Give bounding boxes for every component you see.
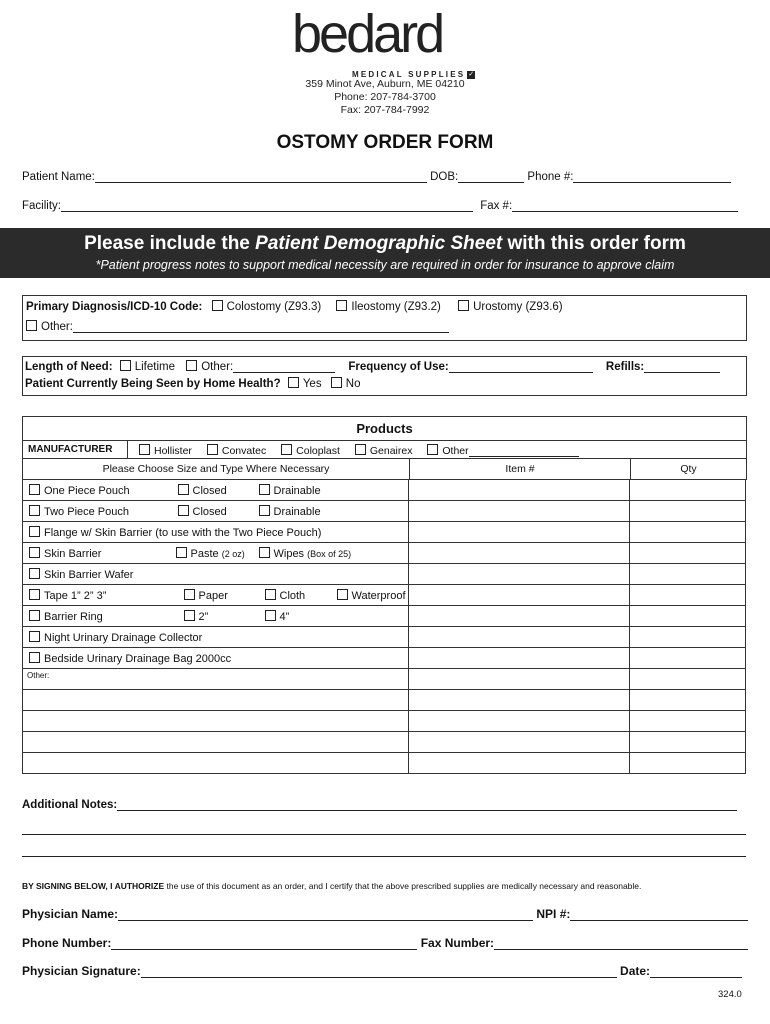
frequency-field[interactable]: [449, 360, 593, 373]
banner-note: *Patient progress notes to support medical necessity are required in order for insurance to approve claim: [95, 258, 675, 272]
convatec-checkbox[interactable]: [207, 444, 218, 455]
paper-checkbox[interactable]: [184, 589, 195, 600]
wafer-label: Skin Barrier Wafer: [44, 568, 134, 581]
barrier-ring-checkbox[interactable]: [29, 610, 40, 621]
ring-4-label: 4”: [279, 610, 290, 623]
item-cell[interactable]: [408, 480, 629, 501]
products-table: [22, 479, 746, 774]
mfr-other: Other: [442, 445, 469, 457]
npi-label: NPI #:: [536, 907, 571, 921]
skin-barrier-label: Skin Barrier: [44, 547, 102, 560]
barrier-ring-label: Barrier Ring: [44, 610, 103, 623]
one-piece-closed-checkbox[interactable]: [178, 484, 189, 495]
mfr-coloplast: Coloplast: [296, 445, 340, 457]
table-row: [23, 669, 746, 690]
table-row: [23, 732, 746, 753]
physician-name-field[interactable]: [118, 908, 533, 921]
physician-name-label: Physician Name:: [22, 907, 119, 921]
closed-label: Closed: [192, 484, 227, 497]
form-version: 324.0: [718, 989, 742, 1000]
banner-suffix: with this order form: [502, 233, 686, 254]
table-row: [23, 648, 746, 669]
other-product-cell[interactable]: [23, 711, 409, 732]
date-label: Date:: [620, 964, 651, 978]
phone-number-label: Phone Number:: [22, 936, 112, 950]
bedside-bag-checkbox[interactable]: [29, 652, 40, 663]
qty-cell[interactable]: [630, 480, 746, 501]
diagnosis-box: [22, 295, 747, 341]
diagnosis-other-field[interactable]: [73, 320, 449, 333]
col-qty-header: Qty: [680, 463, 697, 475]
other-product-cell[interactable]: [23, 732, 409, 753]
table-row: [23, 522, 746, 543]
urostomy-checkbox[interactable]: [458, 300, 469, 311]
frequency-label: Frequency of Use:: [348, 361, 449, 373]
genairex-checkbox[interactable]: [355, 444, 366, 455]
bedard-logo: [292, 4, 482, 79]
fax-field[interactable]: [512, 199, 738, 212]
authorization-text: [22, 881, 641, 891]
item-cell[interactable]: [408, 501, 629, 522]
tape-label: Tape 1” 2” 3”: [44, 589, 107, 602]
item-cell[interactable]: [408, 753, 629, 774]
item-cell[interactable]: [408, 564, 629, 585]
flange-checkbox[interactable]: [29, 526, 40, 537]
table-row: [23, 753, 746, 774]
lifetime-checkbox[interactable]: [120, 360, 131, 371]
col-choose-header: Please Choose Size and Type Where Necessary: [102, 463, 330, 475]
qty-cell[interactable]: [630, 501, 746, 522]
qty-cell[interactable]: [630, 585, 746, 606]
paste-checkbox[interactable]: [176, 547, 187, 558]
item-cell[interactable]: [408, 669, 629, 690]
notes-field-1[interactable]: [117, 798, 737, 811]
qty-cell[interactable]: [630, 648, 746, 669]
npi-field[interactable]: [570, 908, 748, 921]
item-cell[interactable]: [408, 690, 629, 711]
one-piece-label: One Piece Pouch: [44, 484, 130, 497]
table-row: [23, 543, 746, 564]
qty-cell[interactable]: [630, 606, 746, 627]
table-row: [23, 606, 746, 627]
address-fax: Fax: 207-784-7992: [340, 104, 430, 116]
physician-signature-label: Physician Signature:: [22, 964, 141, 978]
flange-label: Flange w/ Skin Barrier (to use with the Two Piece Pouch): [44, 526, 322, 539]
night-collector-label: Night Urinary Drainage Collector: [44, 631, 203, 644]
dob-label: DOB:: [430, 171, 459, 183]
night-collector-checkbox[interactable]: [29, 631, 40, 642]
phone-field[interactable]: [573, 170, 731, 183]
urostomy-option: Urostomy (Z93.6): [473, 301, 563, 313]
length-of-need-label: Length of Need:: [25, 361, 113, 373]
qty-cell[interactable]: [630, 669, 746, 690]
qty-cell[interactable]: [630, 564, 746, 585]
cloth-label: Cloth: [279, 589, 306, 602]
qty-cell[interactable]: [630, 753, 746, 774]
table-row: [23, 711, 746, 732]
waterproof-label: Waterproof: [351, 589, 406, 602]
qty-cell[interactable]: [630, 522, 746, 543]
wipes-size: (Box of 25): [307, 548, 352, 559]
one-piece-drainable-checkbox[interactable]: [259, 484, 270, 495]
table-row: [23, 690, 746, 711]
home-health-yes-checkbox[interactable]: [288, 377, 299, 388]
manufacturer-label: MANUFACTURER: [23, 440, 128, 458]
other-products-label: Other:: [27, 671, 50, 680]
colostomy-option: Colostomy (Z93.3): [226, 301, 322, 313]
qty-cell[interactable]: [630, 711, 746, 732]
item-cell[interactable]: [408, 627, 629, 648]
item-cell[interactable]: [408, 585, 629, 606]
paste-size: (2 oz): [221, 548, 245, 559]
other-product-cell[interactable]: [23, 753, 409, 774]
table-row: [23, 501, 746, 522]
mfr-convatec: Convatec: [221, 445, 267, 457]
check-icon: ✓: [468, 70, 475, 78]
ileostomy-checkbox[interactable]: [336, 300, 347, 311]
item-cell[interactable]: [408, 522, 629, 543]
refills-field[interactable]: [644, 360, 720, 373]
mfr-hollister: Hollister: [154, 445, 192, 457]
wipes-label: Wipes: [273, 547, 305, 560]
patient-name-field[interactable]: [95, 170, 427, 183]
wipes-checkbox[interactable]: [259, 547, 270, 558]
wafer-checkbox[interactable]: [29, 568, 40, 579]
ring-4-checkbox[interactable]: [265, 610, 276, 621]
logo-wordmark: bedard: [292, 4, 443, 64]
facility-label: Facility:: [22, 200, 61, 212]
banner-prefix: Please include the: [84, 233, 256, 254]
ileostomy-option: Ileostomy (Z93.2): [351, 301, 441, 313]
drainable-label: Drainable: [273, 505, 321, 518]
signature-field[interactable]: [141, 965, 617, 978]
item-cell[interactable]: [408, 606, 629, 627]
one-piece-checkbox[interactable]: [29, 484, 40, 495]
cloth-checkbox[interactable]: [265, 589, 276, 600]
lifetime-label: Lifetime: [134, 361, 176, 373]
logo-subtitle: MEDICAL SUPPLIES: [352, 70, 466, 79]
fax-label: Fax #:: [480, 200, 513, 212]
waterproof-checkbox[interactable]: [337, 589, 348, 600]
home-health-no-label: No: [345, 378, 361, 390]
tape-checkbox[interactable]: [29, 589, 40, 600]
home-health-yes-label: Yes: [302, 378, 322, 390]
need-other-label: Other:: [201, 361, 234, 373]
ring-2-label: 2”: [198, 610, 209, 623]
drainable-label: Drainable: [273, 484, 321, 497]
fax-number-label: Fax Number:: [420, 936, 495, 950]
item-cell[interactable]: [408, 543, 629, 564]
table-row: [23, 480, 746, 501]
diagnosis-other-label: Other:: [41, 321, 73, 333]
qty-cell[interactable]: [630, 627, 746, 648]
qty-cell[interactable]: [630, 732, 746, 753]
paper-label: Paper: [198, 589, 228, 602]
additional-notes-label: Additional Notes:: [22, 799, 118, 811]
item-cell[interactable]: [408, 648, 629, 669]
paste-label: Paste: [190, 547, 219, 560]
colostomy-checkbox[interactable]: [212, 300, 223, 311]
products-heading: Products: [356, 421, 413, 436]
authorization-rest: the use of this document as an order, and I certify that the above prescribed supplies are medically necessary and reasonable.: [164, 881, 642, 891]
patient-name-label: Patient Name:: [22, 171, 95, 183]
ring-2-checkbox[interactable]: [184, 610, 195, 621]
need-other-field[interactable]: [233, 360, 335, 373]
item-cell[interactable]: [408, 732, 629, 753]
table-row: [23, 564, 746, 585]
diagnosis-label: Primary Diagnosis/ICD-10 Code:: [26, 301, 203, 313]
mfr-other-field[interactable]: [469, 444, 579, 457]
closed-label: Closed: [192, 505, 227, 518]
refills-label: Refills:: [605, 361, 645, 373]
banner-emphasis: Patient Demographic Sheet: [255, 233, 503, 254]
date-field[interactable]: [650, 965, 742, 978]
page-title: OSTOMY ORDER FORM: [276, 132, 494, 153]
need-box: [22, 356, 747, 396]
address-phone: Phone: 207-784-3700: [334, 91, 436, 103]
coloplast-checkbox[interactable]: [281, 444, 292, 455]
demographic-banner: [0, 228, 770, 278]
physician-phone-field[interactable]: [111, 937, 417, 950]
skin-barrier-checkbox[interactable]: [29, 547, 40, 558]
notes-field-3[interactable]: [22, 856, 746, 857]
qty-cell[interactable]: [630, 690, 746, 711]
two-piece-checkbox[interactable]: [29, 505, 40, 516]
diagnosis-other-checkbox[interactable]: [26, 320, 37, 331]
bedside-bag-label: Bedside Urinary Drainage Bag 2000cc: [44, 652, 232, 665]
other-product-cell[interactable]: [23, 690, 409, 711]
authorization-bold: BY SIGNING BELOW, I AUTHORIZE: [22, 881, 165, 891]
home-health-no-checkbox[interactable]: [331, 377, 342, 388]
patient-row: [22, 170, 731, 183]
mfr-other-checkbox[interactable]: [427, 444, 438, 455]
products-header: [22, 416, 747, 480]
facility-field[interactable]: [61, 199, 473, 212]
address-street: 359 Minot Ave, Auburn, ME 04210: [305, 78, 465, 90]
notes-field-2[interactable]: [22, 834, 746, 835]
home-health-label: Patient Currently Being Seen by Home Health?: [25, 378, 281, 390]
item-cell[interactable]: [408, 711, 629, 732]
table-row: [23, 627, 746, 648]
mfr-genairex: Genairex: [369, 445, 413, 457]
two-piece-label: Two Piece Pouch: [44, 505, 129, 518]
hollister-checkbox[interactable]: [139, 444, 150, 455]
table-row: [23, 585, 746, 606]
physician-fax-field[interactable]: [494, 937, 748, 950]
qty-cell[interactable]: [630, 543, 746, 564]
phone-label: Phone #:: [527, 171, 574, 183]
two-piece-closed-checkbox[interactable]: [178, 505, 189, 516]
facility-row: [22, 199, 738, 212]
dob-field[interactable]: [458, 170, 524, 183]
col-item-header: Item #: [409, 458, 631, 480]
need-other-checkbox[interactable]: [186, 360, 197, 371]
two-piece-drainable-checkbox[interactable]: [259, 505, 270, 516]
